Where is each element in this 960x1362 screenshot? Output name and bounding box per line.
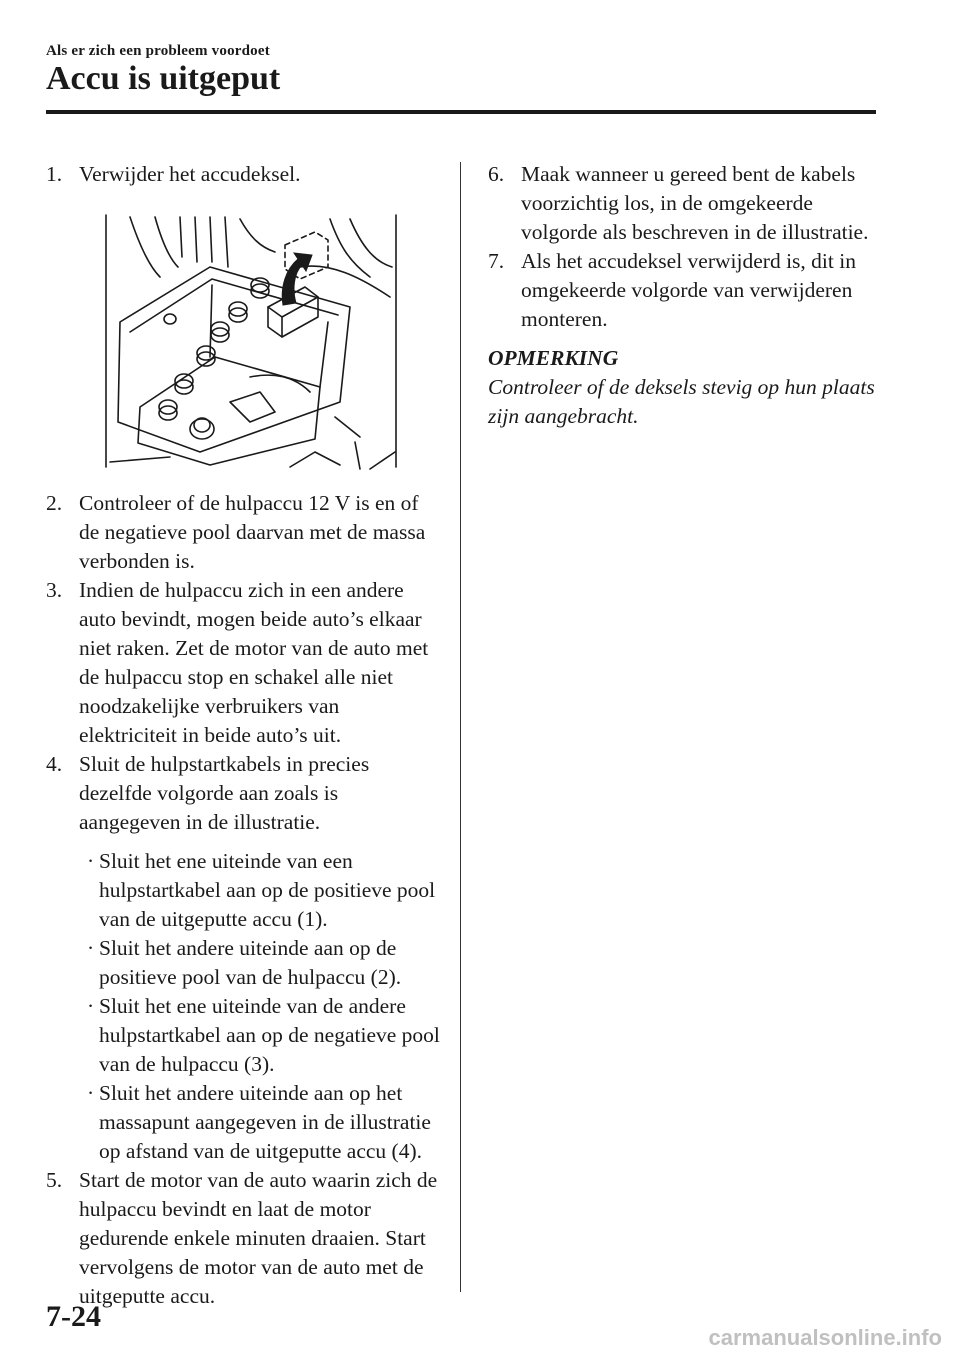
bullet-dot: · xyxy=(87,1081,95,1105)
column-divider xyxy=(460,162,461,1292)
bullet-text: Sluit het ene uiteinde van een hulpstartkabel aan op de positieve pool van de uitgeputte accu (1). xyxy=(99,849,436,931)
right-column xyxy=(488,160,880,431)
steps-list-right xyxy=(488,160,880,334)
step-number: 5. xyxy=(46,1168,63,1192)
title-rule xyxy=(46,110,876,114)
step-text: Verwijder het accudeksel. xyxy=(79,162,301,186)
step-text: Sluit de hulpstartkabels in precies dezelfde volgorde aan zoals is aangegeven in de illustratie. xyxy=(79,752,370,834)
watermark: carmanualsonline.info xyxy=(708,1325,942,1350)
section-label: Als er zich een probleem voordoet xyxy=(46,43,270,59)
page-title: Accu is uitgeput xyxy=(46,60,281,97)
left-column xyxy=(46,160,442,1311)
bullet-dot: · xyxy=(87,849,95,873)
note-heading: OPMERKING xyxy=(488,346,619,370)
bullet-text: Sluit het andere uiteinde aan op de positieve pool van de hulpaccu (2). xyxy=(99,936,402,989)
battery-cover-illustration xyxy=(100,207,400,475)
step-text: Als het accudeksel verwijderd is, dit in omgekeerde volgorde van verwijderen monteren. xyxy=(521,249,856,331)
bullet-item xyxy=(79,992,442,1079)
bullet-dot: · xyxy=(87,936,95,960)
step-number: 3. xyxy=(46,578,63,602)
bullet-text: Sluit het andere uiteinde aan op het massapunt aangegeven in de illustratie op afstand van de uitgeputte accu (4). xyxy=(99,1081,431,1163)
note-text: Controleer of de deksels stevig op hun plaats zijn aangebracht. xyxy=(488,375,875,428)
step-text: Start de motor van de auto waarin zich de hulpaccu bevindt en laat de motor gedurende enkele minuten draaien. Start vervolgens de motor van de auto met de uitgeputte accu. xyxy=(79,1168,438,1308)
lift-arrow-icon xyxy=(282,253,312,305)
bullet-item xyxy=(79,1079,442,1166)
step-4-bullets xyxy=(79,847,442,1166)
step-text: Controleer of de hulpaccu 12 V is en of de negatieve pool daarvan met de massa verbonden is. xyxy=(79,491,426,573)
step-number: 6. xyxy=(488,162,505,186)
step-number: 2. xyxy=(46,491,63,515)
bullet-item xyxy=(79,934,442,992)
step-6 xyxy=(488,160,880,247)
page-number: 7-24 xyxy=(46,1300,101,1333)
step-4 xyxy=(46,750,442,1166)
bullet-dot: · xyxy=(87,994,95,1018)
step-3 xyxy=(46,576,442,750)
bullet-item xyxy=(79,847,442,934)
step-7 xyxy=(488,247,880,334)
step-2 xyxy=(46,489,442,576)
battery-illustration-svg xyxy=(100,207,400,475)
step-number: 7. xyxy=(488,249,505,273)
step-text: Indien de hulpaccu zich in een andere auto bevindt, mogen beide auto’s elkaar niet raken. Zet de motor van de auto met de hulpaccu stop en schakel alle niet noodzakelijke verbruikers van elektriciteit in beide auto’s uit. xyxy=(79,578,429,747)
step-text: Maak wanneer u gereed bent de kabels voorzichtig los, in de omgekeerde volgorde als beschreven in de illustratie. xyxy=(521,162,869,244)
step-1 xyxy=(46,160,442,189)
step-number: 1. xyxy=(46,162,63,186)
step-number: 4. xyxy=(46,752,63,776)
steps-list-left-continued xyxy=(46,489,442,1311)
step-5 xyxy=(46,1166,442,1311)
bullet-text: Sluit het ene uiteinde van de andere hulpstartkabel aan op de negatieve pool van de hulpaccu (3). xyxy=(99,994,440,1076)
steps-list-left xyxy=(46,160,442,189)
